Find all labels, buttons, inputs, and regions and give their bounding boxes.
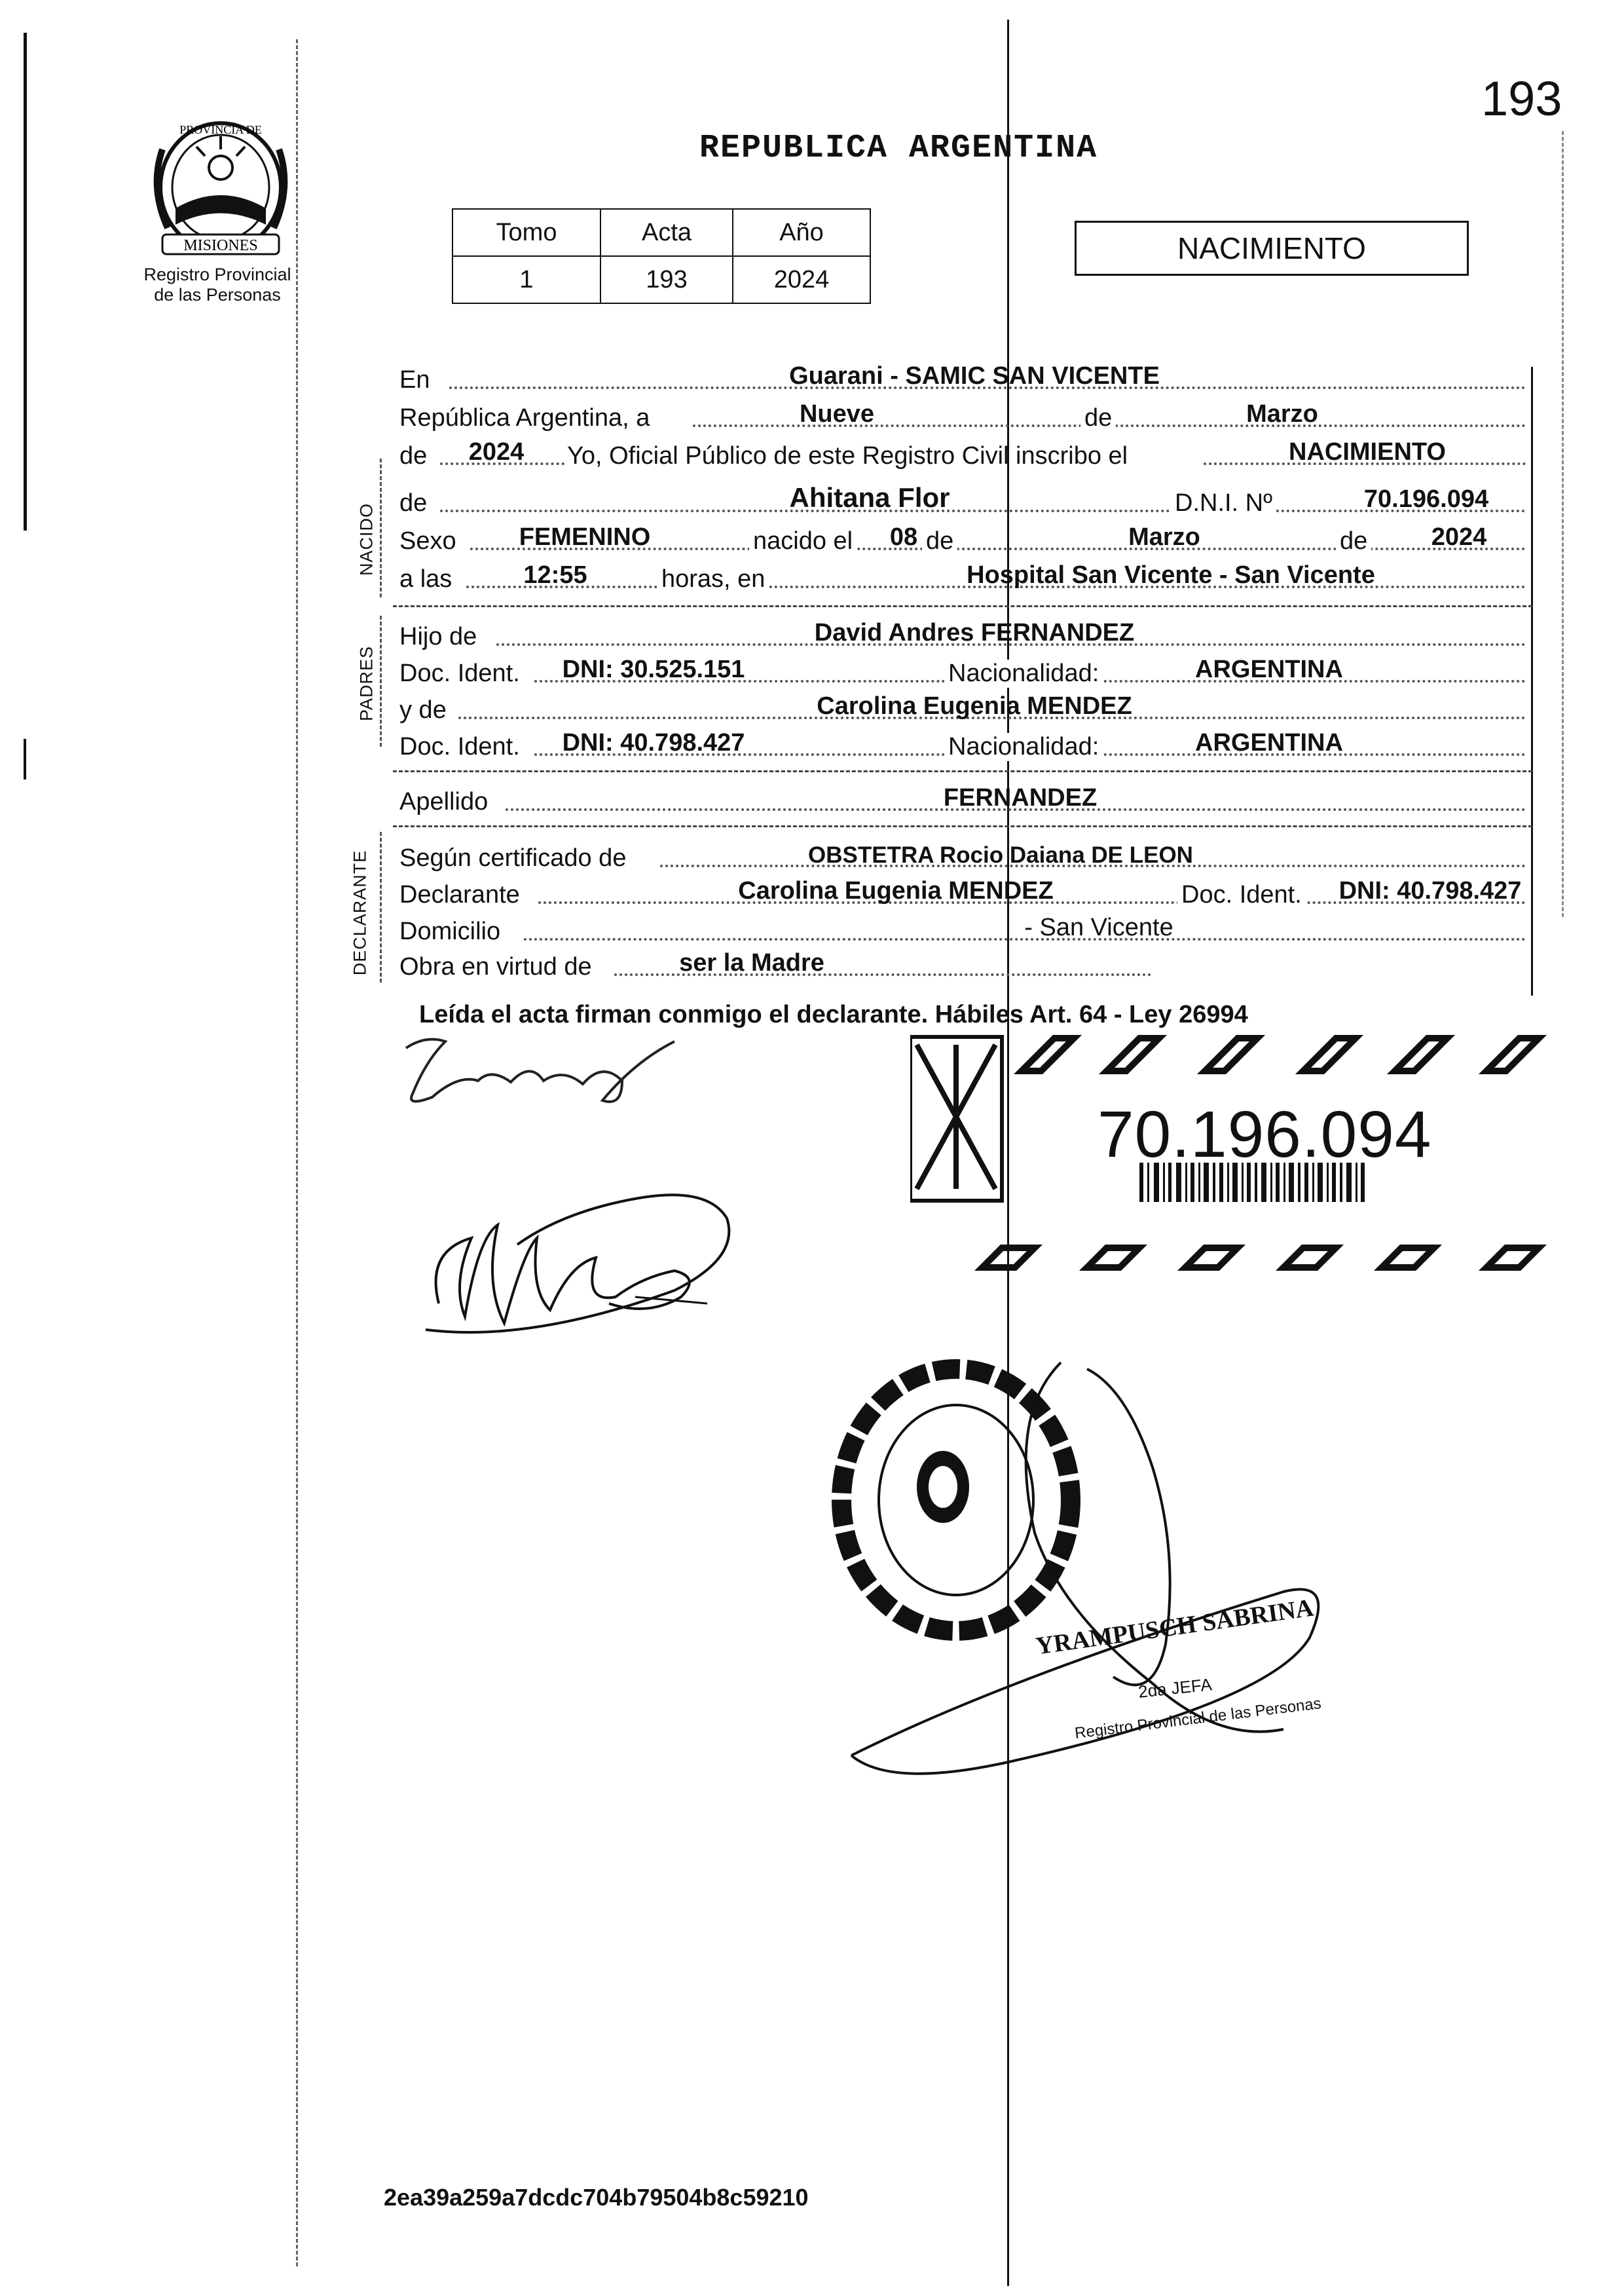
value-padre: David Andres FERNANDEZ <box>814 619 1135 647</box>
section-label-declarante: DECLARANTE <box>350 850 370 976</box>
label-obra: Obra en virtud de <box>399 953 592 981</box>
declarante-bracket <box>380 832 382 983</box>
value-domicilio: - San Vicente <box>1024 914 1173 941</box>
label-horas: horas, en <box>657 565 769 593</box>
registry-label-line2: de las Personas <box>154 285 281 305</box>
label-declarante: Declarante <box>399 881 520 909</box>
ano-header: Año <box>733 209 870 256</box>
label-domicilio: Domicilio <box>399 918 501 945</box>
scan-edge-mark <box>24 33 27 531</box>
label-de-yr: de <box>1336 527 1371 555</box>
tomo-header: Tomo <box>452 209 600 256</box>
value-birth-month: Marzo <box>1128 523 1200 551</box>
value-day: Nueve <box>799 400 875 428</box>
label-inscripcion: Yo, Oficial Público de este Registro Civil inscribo el <box>567 442 1128 470</box>
value-madre-nacionalidad: ARGENTINA <box>1195 729 1343 757</box>
section-divider <box>393 825 1532 827</box>
label-de: de <box>1080 404 1116 432</box>
line-obra <box>398 946 1531 984</box>
registry-label <box>119 265 316 305</box>
label-sexo: Sexo <box>399 527 456 555</box>
label-y-de: y de <box>399 696 447 724</box>
ano-value: 2024 <box>733 256 870 303</box>
value-apellido: FERNANDEZ <box>943 784 1098 812</box>
label-dni: D.N.I. Nº <box>1171 489 1276 517</box>
certificate-code: 2ea39a259a7dcdc704b79504b8c59210 <box>384 2184 809 2211</box>
line-republica <box>398 397 1531 435</box>
line-domicilio <box>398 910 1531 948</box>
line-certificado <box>398 837 1531 875</box>
nacido-bracket <box>380 459 382 597</box>
country-title: REPUBLICA ARGENTINA <box>699 130 1098 167</box>
label-de-month: de <box>922 527 957 555</box>
line-nombre <box>398 482 1531 520</box>
line-padre-doc <box>398 652 1531 690</box>
value-year: 2024 <box>468 438 525 466</box>
seal-text-bottom: MISIONES <box>183 237 258 254</box>
section-label-padres: PADRES <box>356 645 377 722</box>
value-lugar: Hospital San Vicente - San Vicente <box>967 561 1375 589</box>
label-hijo-de: Hijo de <box>399 623 477 650</box>
label-apellido: Apellido <box>399 788 489 816</box>
label-certificado: Según certificado de <box>399 844 627 872</box>
stamp-office: Registro Provincial de las Personas <box>1073 1695 1323 1742</box>
label-nacionalidad: Nacionalidad: <box>944 660 1103 688</box>
value-birth-year: 2024 <box>1431 523 1487 551</box>
padres-bracket <box>380 616 382 747</box>
stamp-officer-name: YRAMPUSCH SABRINA <box>1034 1594 1316 1660</box>
line-declarante <box>398 874 1531 912</box>
record-header-row <box>452 209 870 256</box>
value-nacimiento: NACIMIENTO <box>1289 438 1446 466</box>
acta-value: 193 <box>600 256 733 303</box>
value-hora: 12:55 <box>523 561 587 589</box>
scan-edge-mark <box>24 739 26 779</box>
label-en: En <box>399 366 430 394</box>
provincial-seal-logo <box>136 110 305 261</box>
officer-signature <box>399 1172 766 1356</box>
line-inscripcion <box>398 435 1531 473</box>
line-hora <box>398 558 1531 596</box>
value-birth-day: 08 <box>889 523 918 551</box>
line-apellido <box>398 781 1531 819</box>
dni-number-large: 70.196.094 <box>1098 1098 1432 1171</box>
value-declarante: Carolina Eugenia MENDEZ <box>738 877 1054 905</box>
line-padre <box>398 616 1531 654</box>
value-dni: 70.196.094 <box>1363 485 1489 513</box>
label-doc-ident: Doc. Ident. <box>399 660 520 687</box>
line-madre <box>398 689 1531 727</box>
value-declarante-dni: DNI: 40.798.427 <box>1338 877 1522 905</box>
page-number: 193 <box>1481 71 1562 126</box>
label-a-las: a las <box>399 565 452 593</box>
record-table <box>452 208 871 304</box>
acta-header: Acta <box>600 209 733 256</box>
value-certificado: OBSTETRA Rocio Daiana DE LEON <box>808 842 1193 868</box>
value-obra: ser la Madre <box>679 949 824 977</box>
registry-label-line1: Registro Provincial <box>143 265 291 284</box>
section-divider <box>393 770 1532 772</box>
label-republica: República Argentina, a <box>399 404 650 432</box>
label-de-name: de <box>399 489 428 517</box>
declarant-signature <box>386 1022 701 1114</box>
value-padre-dni: DNI: 30.525.151 <box>562 656 745 683</box>
value-madre: Carolina Eugenia MENDEZ <box>817 692 1132 720</box>
line-madre-doc <box>398 726 1531 764</box>
value-madre-dni: DNI: 40.798.427 <box>562 729 745 757</box>
closing-note: Leída el acta firman conmigo el declarante. Hábiles Art. 64 - Ley 26994 <box>419 1001 1248 1028</box>
section-divider <box>393 605 1532 607</box>
record-value-row <box>452 256 870 303</box>
seal-text-top: PROVINCIA DE <box>179 123 262 136</box>
document-type-box: NACIMIENTO <box>1075 221 1469 276</box>
value-month: Marzo <box>1246 400 1318 428</box>
label-doc-ident: Doc. Ident. <box>399 733 520 760</box>
line-sexo <box>398 520 1531 558</box>
stamp-officer-role: 2da JEFA <box>1137 1674 1213 1702</box>
official-round-stamp <box>812 1336 1336 1808</box>
value-sexo: FEMENINO <box>519 523 651 551</box>
label-doc-ident-declarante: Doc. Ident. <box>1177 881 1306 909</box>
value-name: Ahitana Flor <box>789 482 950 513</box>
label-de-year: de <box>399 442 428 470</box>
line-en <box>398 359 1531 397</box>
tomo-value: 1 <box>452 256 600 303</box>
value-padre-nacionalidad: ARGENTINA <box>1195 656 1343 683</box>
label-nacido: nacido el <box>749 527 857 555</box>
binding-dashes <box>296 39 298 2266</box>
label-nacionalidad: Nacionalidad: <box>944 733 1103 761</box>
value-en: Guarani - SAMIC SAN VICENTE <box>789 362 1160 390</box>
binding-dashes-right <box>1562 131 1564 917</box>
section-label-nacido: NACIDO <box>356 503 377 576</box>
